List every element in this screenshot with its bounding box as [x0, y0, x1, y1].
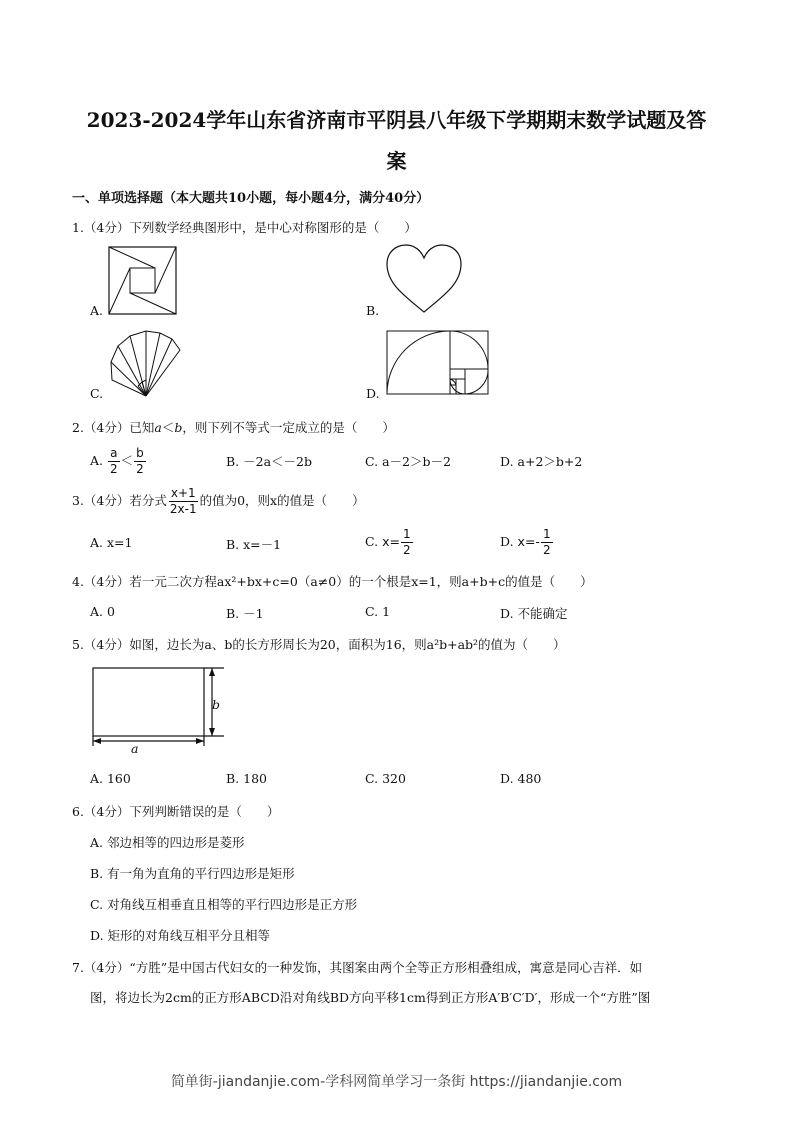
- frac-num: b: [136, 446, 144, 460]
- q6-option-c: C. 对角线互相垂直且相等的平行四边形是正方形: [90, 897, 358, 912]
- q2-option-a-label: A.: [90, 453, 104, 468]
- frac-num: x+1: [170, 486, 196, 500]
- question-7-line2: 图，将边长为2cm的正方形ABCD沿对角线BD方向平移1cm得到正方形A′B′C′D′，形成一个“方胜”图: [90, 990, 651, 1005]
- fan-figure: [108, 330, 183, 400]
- q3-option-d: [500, 527, 554, 558]
- q2-stem-text: 2.（4分）已知: [72, 420, 155, 435]
- q4-option-c: C. 1: [365, 604, 391, 619]
- q5-option-d: D. 480: [500, 771, 542, 786]
- q2-fraction-b-over-2: [134, 446, 146, 477]
- q1-option-b-label: B.: [366, 303, 380, 318]
- q4-option-a: A. 0: [90, 604, 115, 619]
- q3-option-c-fraction: [401, 527, 413, 558]
- q2-option-d: D. a+2＞b+2: [500, 454, 583, 469]
- q3-option-a: A. x=1: [90, 535, 133, 550]
- label-a: a: [131, 741, 139, 756]
- q3-option-d-label: D.: [500, 534, 514, 549]
- q1-option-c-label: C.: [90, 386, 104, 401]
- frac-den: 2: [402, 543, 411, 557]
- q2-stem-tail: ，则下列不等式一定成立的是（ ）: [182, 420, 395, 435]
- heart-figure: [385, 244, 463, 316]
- frac-num: 1: [542, 527, 551, 541]
- q4-option-b: B. －1: [226, 606, 264, 621]
- q5-option-a: A. 160: [90, 771, 131, 786]
- frac-den: 2: [542, 543, 551, 557]
- question-5-stem: 5.（4分）如图，边长为a、b的长方形周长为20，面积为16，则a²b+ab²的值为（ ）: [72, 637, 566, 652]
- q3-fraction: [168, 486, 199, 517]
- page-title-line2: 案: [386, 149, 407, 173]
- q3-stem-tail: 的值为0，则x的值是（ ）: [199, 493, 365, 508]
- q6-option-a: A. 邻边相等的四边形是菱形: [90, 835, 245, 850]
- frac-den: 2x-1: [169, 502, 197, 516]
- q1-option-d-label: D.: [366, 386, 380, 401]
- q6-option-b: B. 有一角为直角的平行四边形是矩形: [90, 866, 295, 881]
- question-7-line1: 7.（4分）“方胜”是中国古代妇女的一种发饰，其图案由两个全等正方形相叠组成，寓意是同心吉祥．如: [72, 960, 643, 975]
- q3-option-b: B. x=－1: [226, 537, 282, 552]
- pinwheel-figure: [108, 246, 178, 316]
- q3-option-c: [365, 527, 414, 558]
- question-6-stem: 6.（4分）下列判断错误的是（ ）: [72, 804, 280, 819]
- q3-option-c-label: C.: [365, 534, 379, 549]
- q1-option-a-label: A.: [90, 303, 104, 318]
- frac-den: 2: [110, 462, 118, 476]
- q2-var-a: a: [154, 420, 162, 435]
- label-b: b: [212, 697, 221, 712]
- q6-option-d: D. 矩形的对角线互相平分且相等: [90, 928, 271, 943]
- question-2-stem: [72, 418, 395, 436]
- q2-var-b: b: [174, 420, 183, 435]
- q4-option-d: D. 不能确定: [500, 606, 568, 621]
- q2-option-a-lt: ＜: [120, 453, 134, 468]
- q3-option-d-fraction: [541, 527, 553, 558]
- q3-option-c-x: x=: [382, 534, 400, 549]
- frac-den: 2: [136, 462, 144, 476]
- rectangle-figure: [88, 664, 228, 756]
- q2-option-a: [90, 446, 147, 477]
- page-title-line1: 2023-2024学年山东省济南市平阴县八年级下学期期末数学试题及答: [86, 108, 707, 132]
- q2-less-than: ＜: [161, 420, 175, 435]
- golden-spiral-figure: [386, 330, 490, 396]
- question-4-stem: 4.（4分）若一元二次方程ax²+bx+c=0（a≠0）的一个根是x=1，则a+b+c的值是（ ）: [72, 574, 593, 589]
- section-heading: 一、单项选择题（本大题共10小题，每小题4分，满分40分）: [72, 191, 430, 206]
- q3-stem-text: 3.（4分）若分式: [72, 493, 167, 508]
- q2-fraction-a-over-2: [108, 446, 120, 477]
- q2-option-c: C. a－2＞b－2: [365, 454, 451, 469]
- q2-option-b: B. －2a＜－2b: [226, 454, 312, 469]
- q3-option-d-x: x=-: [517, 534, 540, 549]
- question-3-stem: [72, 486, 365, 517]
- q5-option-c: C. 320: [365, 771, 406, 786]
- footer-watermark: 简单街-jiandanjie.com-学科网简单学习一条街 https://jiandanjie.com: [170, 1074, 623, 1090]
- q5-option-b: B. 180: [226, 771, 267, 786]
- frac-num: a: [110, 446, 118, 460]
- frac-num: 1: [402, 527, 411, 541]
- question-1-stem: 1.（4分）下列数学经典图形中，是中心对称图形的是（ ）: [72, 220, 417, 235]
